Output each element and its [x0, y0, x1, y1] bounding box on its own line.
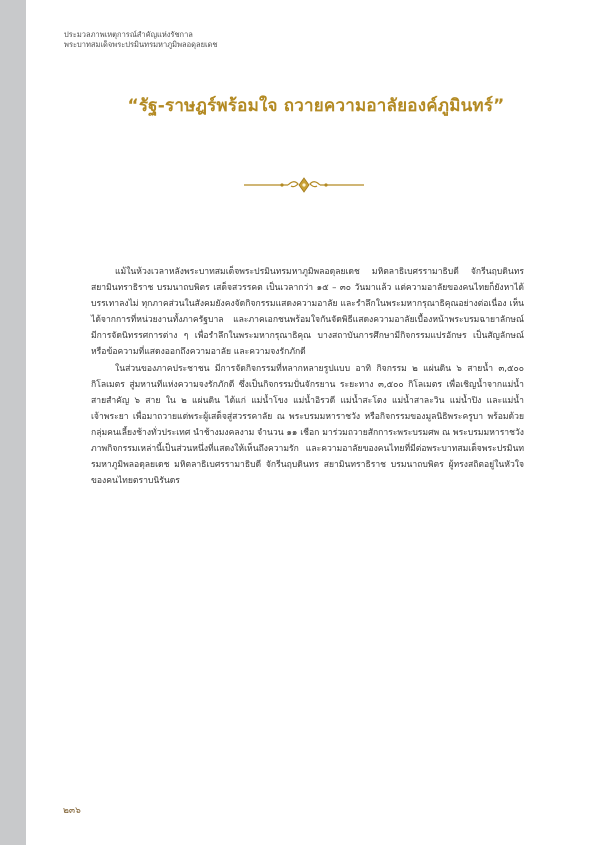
ornament-divider-icon: [242, 175, 366, 195]
paragraph-1: แม้ในห้วงเวลาหลังพระบาทสมเด็จพระปรมินทรมหาภูมิพลอดุลยเดช มหิตลาธิเบศรรามาธิบดี จักรีนฤบดินทร สยามินทราธิราช บรมนาถบพิตร เสด็จสวรรคต เป็นเวลากว่า ๑๕ – ๓๐ วันมาแล้ว แต่ความอาลัยของคนไทยก็ยังหาได้บรรเทาลงไม่ ทุกภาคส่วนในสังคมยังคงจัดกิจกรรมแสดงความอาลัย และรำลึกในพระมหากรุณาธิคุณอย่างต่อเนื่อง เห็นได้จากการที่หน่วยงานทั้งภาครัฐบาล และภาคเอกชนพร้อมใจกันจัดพิธีแสดงความอาลัยเบื้องหน้าพระบรมฉายาลักษณ์ มีการจัดนิทรรศการต่าง ๆ เพื่อรำลึกในพระมหากรุณาธิคุณ บางสถาบันการศึกษามีกิจกรรมแปรอักษร เป็นสัญลักษณ์ หรือข้อความที่แสดงออกถึงความอาลัย และความจงรักภักดี: [91, 267, 524, 358]
page-title: “รัฐ-ราษฎร์พร้อมใจ ถวายความอาลัยองค์ภูมินทร์”: [127, 96, 505, 116]
page-number: ๒๓๖: [63, 806, 81, 816]
body-text: [91, 264, 524, 489]
running-head: [64, 30, 484, 50]
paragraph-2: ในส่วนของภาคประชาชน มีการจัดกิจกรรมที่หลากหลายรูปแบบ อาทิ กิจกรรม ๒ แผ่นดิน ๖ สายน้ำ ๓,๕๐๐ กิโลเมตร สู่มหานทีแห่งความจงรักภักดี ซึ่งเป็นกิจกรรมปั่นจักรยาน ระยะทาง ๓,๕๐๐ กิโลเมตร เพื่อเชิญน้ำจากแม่น้ำสายสำคัญ ๖ สาย ใน ๒ แผ่นดิน ได้แก่ แม่น้ำโขง แม่น้ำอิรวดี แม่น้ำสะโตง แม่น้ำสาละวิน แม่น้ำปิง และแม่น้ำเจ้าพระยา เพื่อมาถวายแด่พระผู้เสด็จสู่สวรรคาลัย ณ พระบรมมหาราชวัง หรือกิจกรรมของมูลนิธิพระครูบา พร้อมด้วยกลุ่มคนเลี้ยงช้างทั่วประเทศ นำช้างมงคลงาม จำนวน ๑๑ เชือก มาร่วมถวายสักการะพระบรมศพ ณ พระบรมมหาราชวัง ภาพกิจกรรมเหล่านี้เป็นส่วนหนึ่งที่แสดงให้เห็นถึงความรัก และความอาลัยของคนไทยที่มีต่อพระบาทสมเด็จพระปรมินทรมหาภูมิพลอดุลยเดช มหิตลาธิเบศรรามาธิบดี จักรีนฤบดินทร สยามินทราธิราช บรมนาถบพิตร ผู้ทรงสถิตอยู่ในหัวใจของคนไทยตราบนิรันดร: [91, 363, 524, 487]
running-head-line-1: ประมวลภาพเหตุการณ์สำคัญแห่งรัชกาล: [64, 30, 193, 39]
running-head-line-2: พระบาทสมเด็จพระปรมินทรมหาภูมิพลอดุลยเดช: [64, 40, 218, 49]
page-side-bar: [0, 0, 26, 845]
